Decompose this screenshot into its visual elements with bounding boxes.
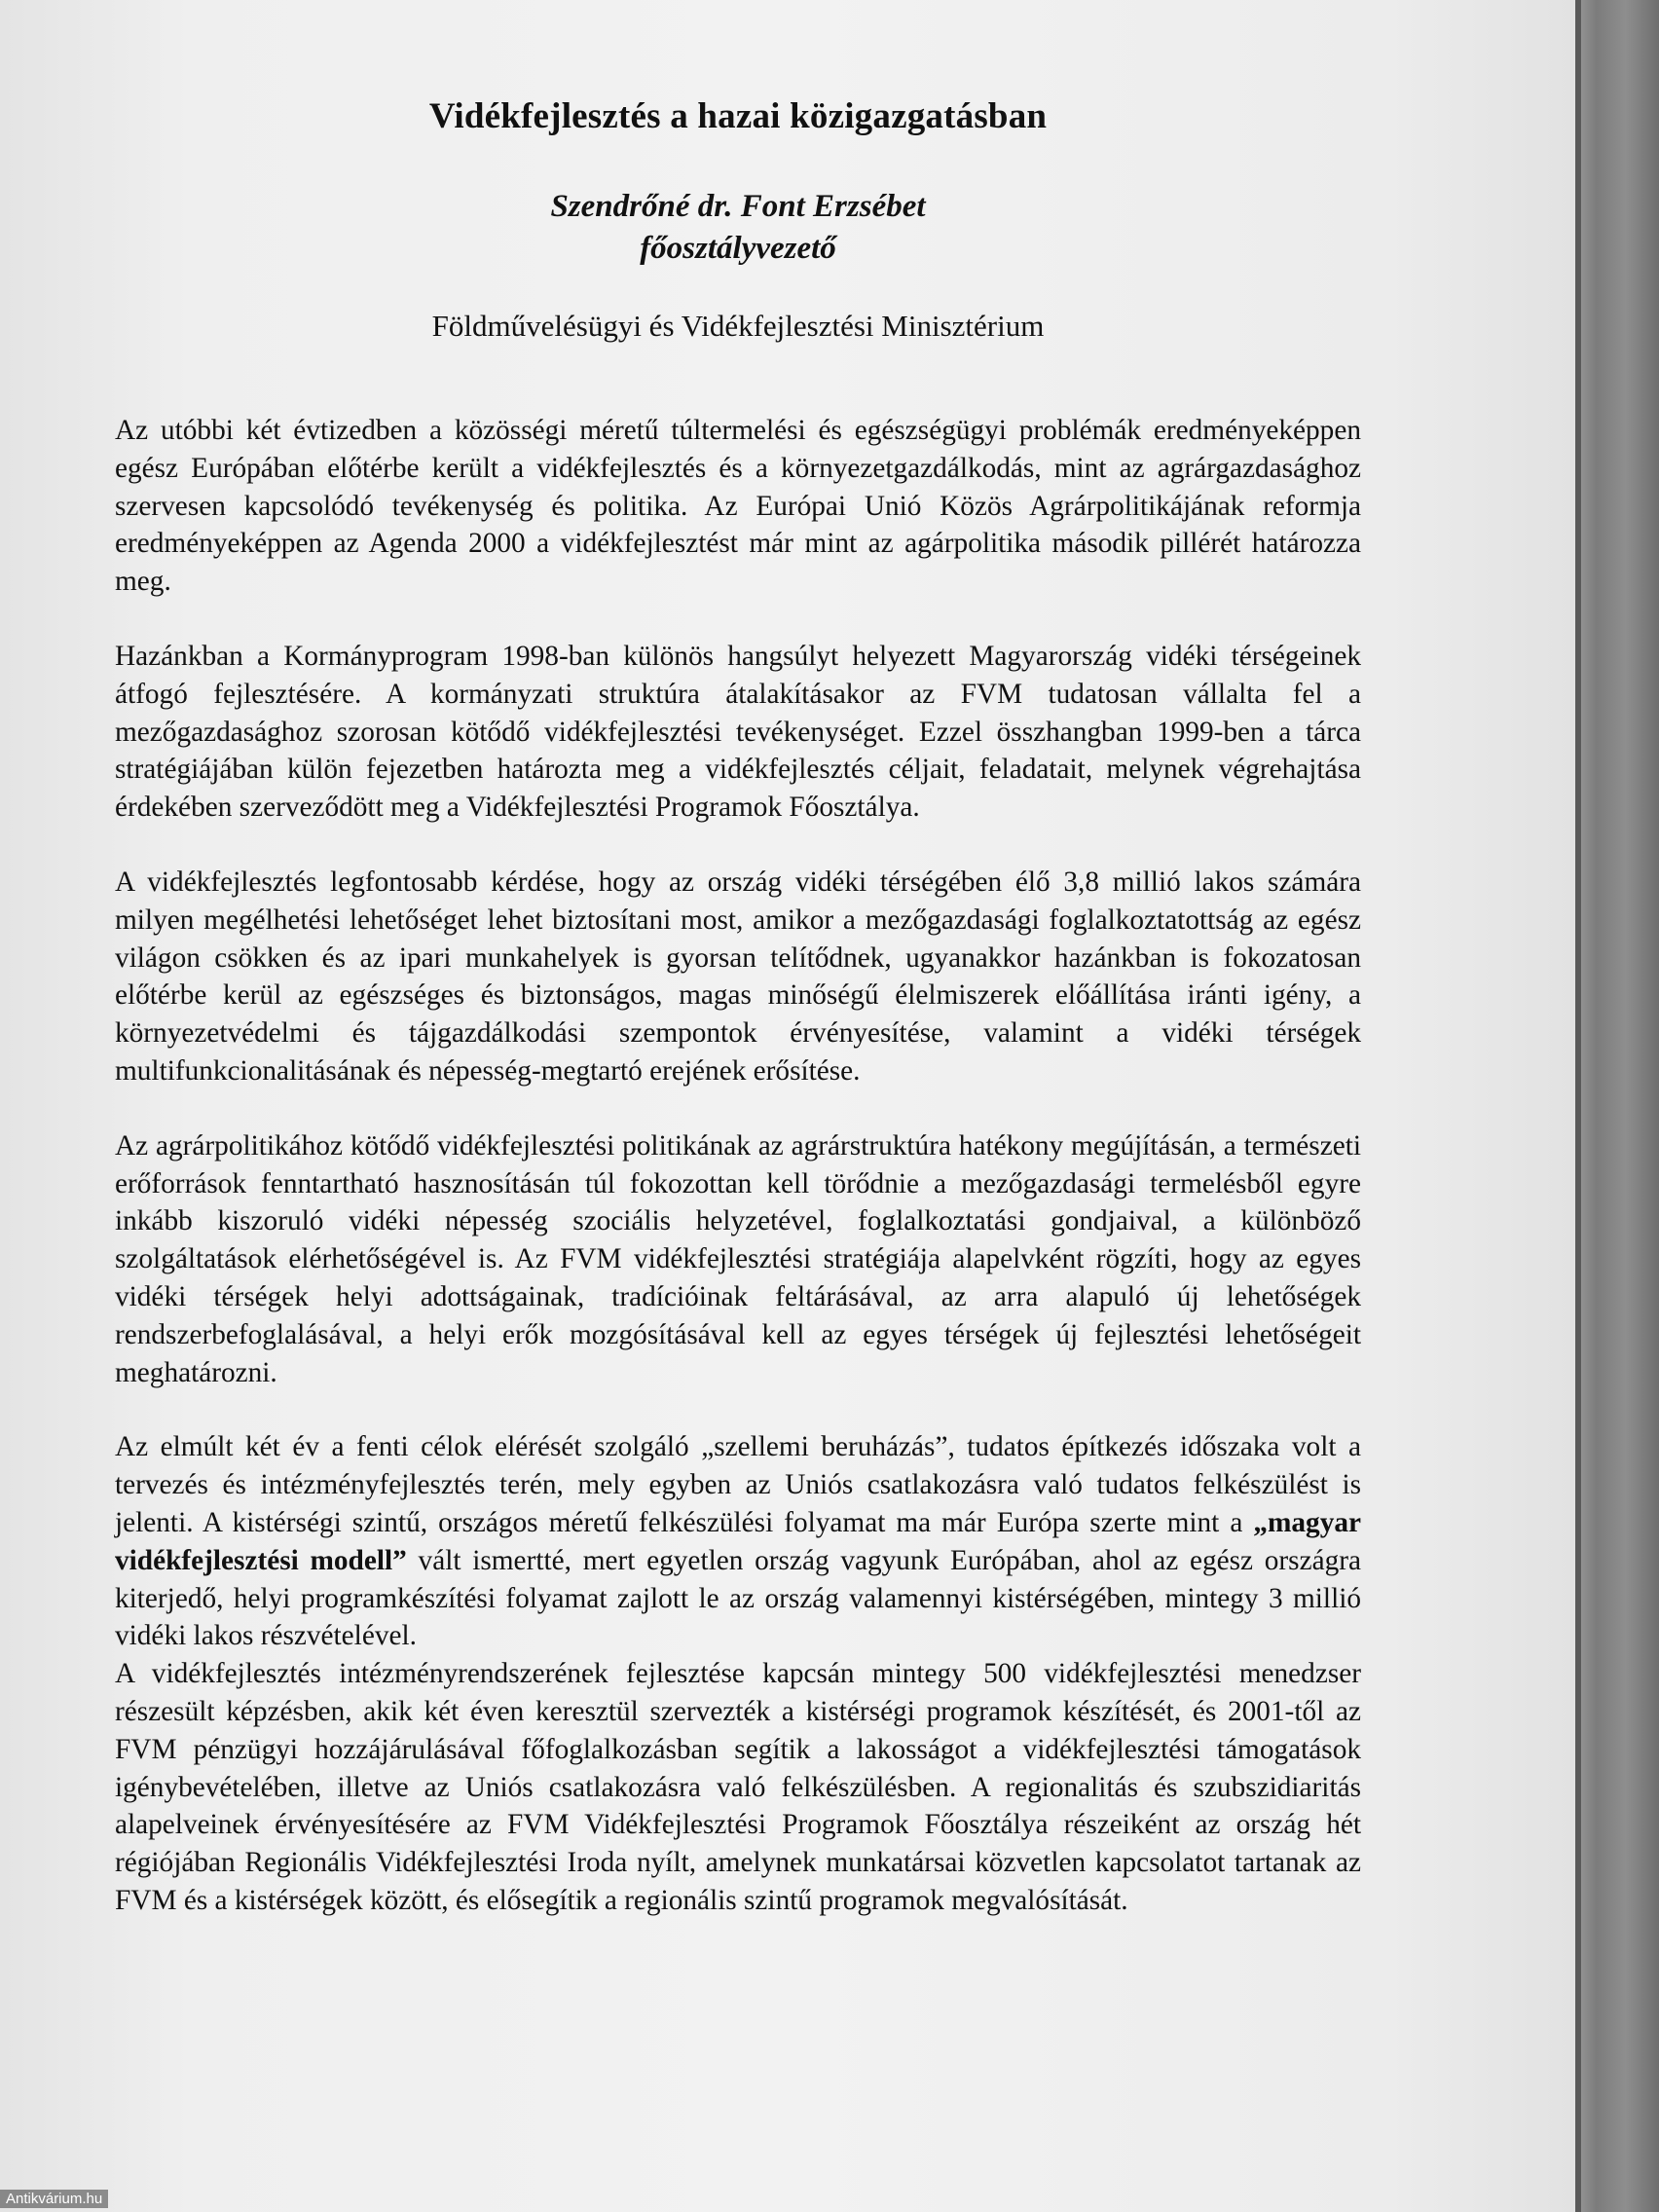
paragraph-5 xyxy=(115,1428,1361,1655)
author-name: Szendrőné dr. Font Erzsébet xyxy=(550,189,926,224)
paragraph-5-text-b: vált ismertté, mert egyetlen ország vagyunk Európában, ahol az egész országra kiterjedő, helyi programkészítési folyamat zajlott le az ország valamennyi kistérségében, mintegy 3 millió vidéki lakos részvételével. xyxy=(115,1544,1362,1652)
paragraph-3: A vidékfejlesztés legfontosabb kérdése, hogy az ország vidéki térségében élő 3,8 millió lakos számára milyen megélhetési lehetőséget lehet biztosítani most, amikor a mezőgazdasági foglalkoztatottság az egész világon csökken és az ipari munkahelyek is gyorsan telítődnek, ugyanakkor hazánkban is fokozatosan előtérbe kerül az egészséges és biztonságos, magas minőségű élelmiszerek előállítása iránti igény, a környezetvédelmi és tájgazdálkodási szempontok érvényesítése, valamint a vidéki térségek multifunkcionalitásának és népesség-megtartó erejének erősítése. xyxy=(115,866,1361,1087)
paragraph-5-text-a: Az elmúlt két év a fenti célok elérését szolgáló „szellemi beruházás”, tudatos építkezés időszaka volt a tervezés és intézményfejlesztés terén, mely egyben az Uniós csatlakozásra való tudatos felkészülést is jelenti. A kistérségi szintű, országos méretű felkészülési folyamat ma már Európa szerte mint a xyxy=(115,1431,1361,1538)
paragraph-6: A vidékfejlesztés intézményrendszerének fejlesztése kapcsán mintegy 500 vidékfejlesztési menedzser részesült képzésben, akik két éven keresztül szervezték a kistérségi programok készítését, és 2001-től az FVM pénzügyi hozzájárulásával főfoglalkozásban segítik a lakosságot a vidékfejlesztési támogatások igénybevételében, illetve az Uniós csatlakozásra való felkészülésben. A regionalitás és szubszidiaritás alapelveinek érvényesítésére az FVM Vidékfejlesztési Programok Főosztálya részeiként az ország hét régiójában Regionális Vidékfejlesztési Iroda nyílt, amelynek munkatársai közvetlen kapcsolatot tartanak az FVM és a kistérségek között, és elősegítik a regionális szintű programok megvalósítását. xyxy=(115,1658,1361,1916)
author-role: főosztályvezető xyxy=(640,231,836,266)
page-edge-shadow xyxy=(1575,0,1659,2212)
watermark-label: Antikvárium.hu xyxy=(0,2190,108,2208)
document-body xyxy=(115,95,1361,1957)
document-title: Vidékfejlesztés a hazai közigazgatásban xyxy=(428,96,1048,136)
institution-name: Földművelésügyi és Vidékfejlesztési Minisztérium xyxy=(431,309,1045,343)
paragraph-1: Az utóbbi két évtizedben a közösségi méretű túltermelési és egészségügyi problémák eredményeképpen egész Európában előtérbe került a vidékfejlesztés és a környezetgazdálkodás, mint az agrárgazdasághoz szervesen kapcsolódó tevékenység és politika. Az Európai Unió Közös Agrárpolitikájának reformja eredményeképpen az Agenda 2000 a vidékfejlesztést már mint az agárpolitika második pillérét határozza meg. xyxy=(115,415,1361,598)
paragraph-5-emphasis: „magyar vidékfejlesztési modell” xyxy=(115,1506,1361,1576)
paragraph-4: Az agrárpolitikához kötődő vidékfejlesztési politikának az agrárstruktúra hatékony megújításán, a természeti erőforrások fenntartható hasznosításán túl fokozottan kell törődnie a mezőgazdasági termelésből egyre inkább kiszoruló vidéki népesség szociális helyzetével, foglalkoztatási gondjaival, a különböző szolgáltatások elérhetőségével is. Az FVM vidékfejlesztési stratégiája alapelvként rögzíti, hogy az egyes vidéki térségek helyi adottságainak, tradícióinak feltárásával, az arra alapuló új lehetőségek rendszerbefoglalásával, a helyi erők mozgósításával kell az egyes térségek új fejlesztési lehetőségeit meghatározni. xyxy=(115,1129,1361,1388)
paragraph-2: Hazánkban a Kormányprogram 1998-ban különös hangsúlyt helyezett Magyarország vidéki térségeinek átfogó fejlesztésére. A kormányzati struktúra átalakításakor az FVM tudatosan vállalta fel a mezőgazdasághoz szorosan kötődő vidékfejlesztési tevékenységet. Ezzel összhangban 1999-ben a tárca stratégiájában külön fejezetben határozta meg a vidékfejlesztés céljait, feladatait, melynek végrehajtása érdekében szerveződött meg a Vidékfejlesztési Programok Főosztálya. xyxy=(115,640,1361,824)
